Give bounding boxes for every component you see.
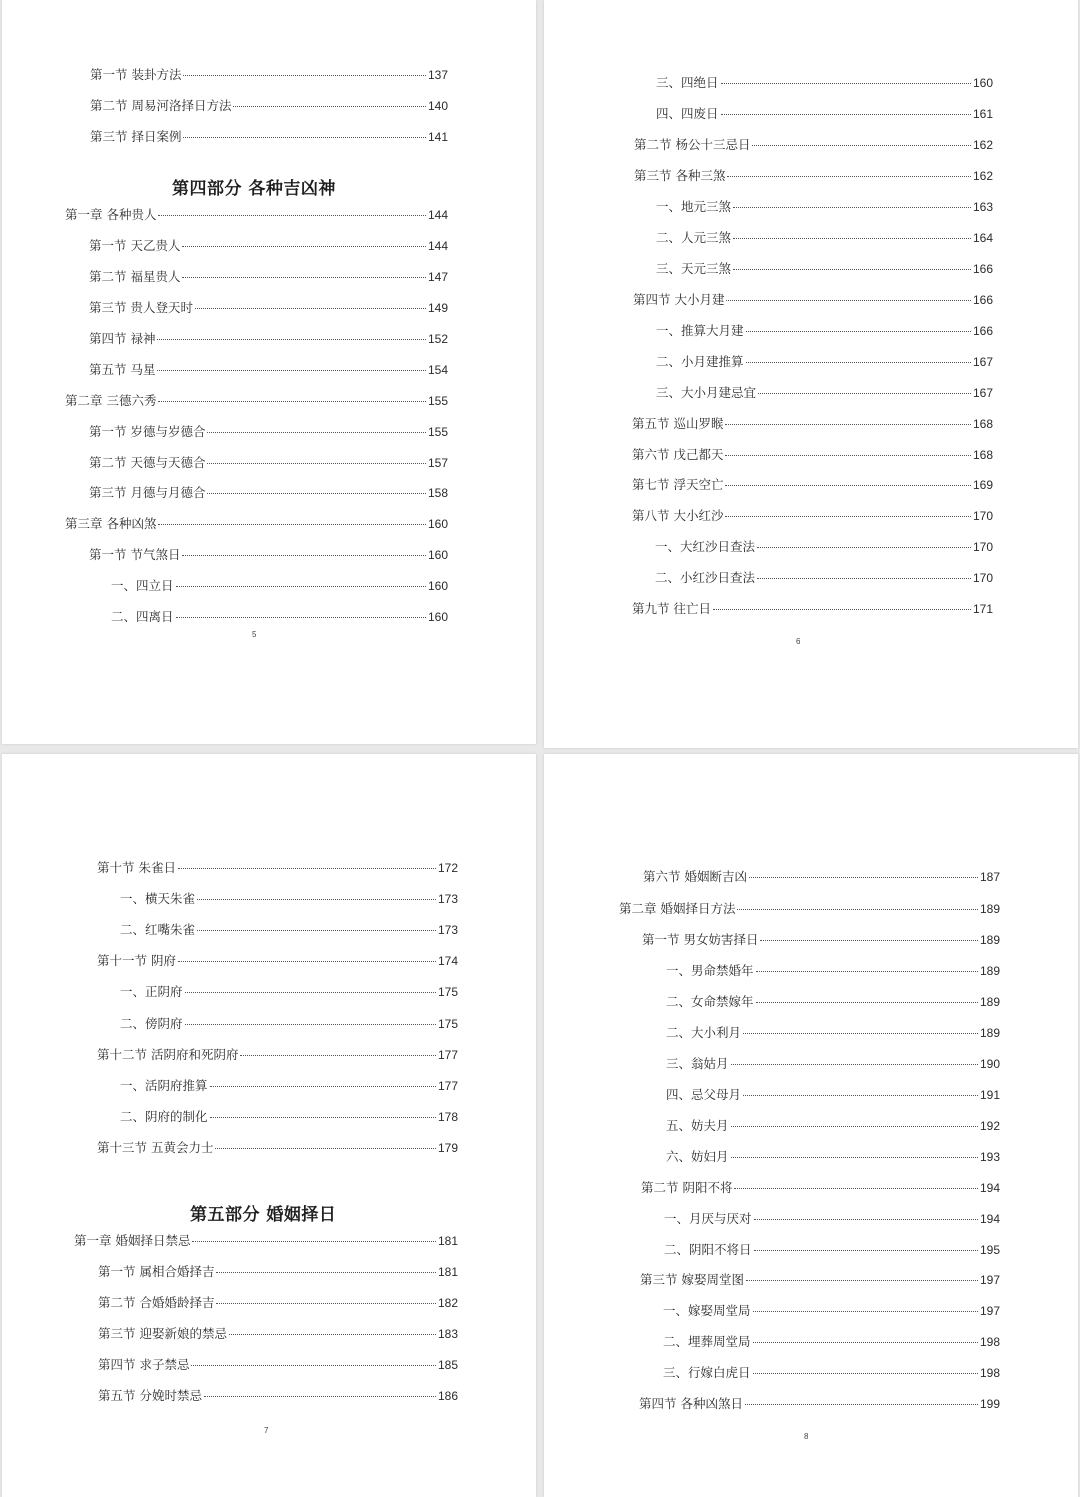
toc-entry-page: 169	[972, 478, 993, 492]
toc-entry-label: 第一节 属相合婚择吉	[98, 1264, 215, 1279]
leader-dots	[731, 1126, 978, 1127]
toc-entry[interactable]	[666, 1149, 1000, 1165]
toc-entry-label: 一、月厌与厌对	[664, 1211, 752, 1226]
toc-entry[interactable]	[656, 385, 993, 401]
toc-entry-page: 163	[972, 200, 993, 214]
toc-entry-page: 175	[437, 1017, 458, 1031]
toc-entry-label: 第二节 周易河洛择日方法	[90, 98, 232, 113]
toc-entry-label: 第四节 各种凶煞日	[639, 1396, 743, 1411]
leader-dots	[733, 269, 971, 270]
toc-entry-label: 二、小月建推算	[656, 354, 744, 369]
toc-entry[interactable]	[98, 1295, 458, 1311]
toc-entry[interactable]	[111, 578, 448, 594]
toc-entry-label: 第四节 禄神	[89, 331, 156, 346]
toc-entry-page: 193	[979, 1150, 1000, 1164]
toc-entry-label: 第三章 各种凶煞	[65, 516, 157, 531]
toc-entry-label: 四、忌父母月	[666, 1087, 742, 1102]
toc-entry-label: 一、大红沙日查法	[655, 539, 756, 554]
toc-entry-page: 162	[972, 138, 993, 152]
toc-entry[interactable]	[663, 1303, 1000, 1319]
toc-entry-label: 第三节 择日案例	[90, 129, 182, 144]
toc-entry-page: 174	[437, 954, 458, 968]
toc-entry-label: 第十节 朱雀日	[97, 860, 176, 875]
leader-dots	[746, 331, 971, 332]
toc-entry-label: 一、男命禁婚年	[666, 963, 754, 978]
toc-entry[interactable]	[640, 1272, 1000, 1288]
toc-entry-label: 第二节 福星贵人	[89, 269, 181, 284]
leader-dots	[216, 1272, 435, 1273]
leader-dots	[191, 1365, 435, 1366]
toc-entry-label: 二、女命禁嫁年	[666, 994, 754, 1009]
toc-entry-page: 199	[979, 1397, 1000, 1411]
toc-entry[interactable]	[111, 609, 448, 625]
toc-entry-page: 189	[979, 933, 1000, 947]
leader-dots	[207, 432, 425, 433]
toc-entry[interactable]	[89, 424, 448, 440]
leader-dots	[207, 493, 425, 494]
toc-entry[interactable]	[89, 331, 448, 347]
leader-dots	[725, 485, 970, 486]
leader-dots	[182, 555, 425, 556]
toc-entry-page: 189	[979, 1026, 1000, 1040]
toc-entry-label: 第三节 各种三煞	[634, 168, 726, 183]
toc-entry[interactable]	[65, 393, 448, 409]
toc-entry-label: 二、傍阴府	[120, 1016, 183, 1031]
toc-entry[interactable]	[639, 1396, 1000, 1412]
toc-entry-label: 第一节 节气煞日	[89, 547, 181, 562]
toc-entry[interactable]	[655, 539, 993, 555]
toc-entry-page: 194	[979, 1212, 1000, 1226]
toc-entry-label: 第十三节 五黄会力士	[97, 1140, 214, 1155]
toc-entry-label: 第二节 杨公十三忌日	[634, 137, 751, 152]
leader-dots	[731, 1157, 978, 1158]
toc-entry[interactable]	[643, 869, 1000, 885]
leader-dots	[733, 207, 971, 208]
document-page-7	[2, 754, 536, 1497]
toc-entry[interactable]	[98, 1388, 458, 1404]
toc-entry-page: 189	[979, 995, 1000, 1009]
toc-entry-label: 二、大小利月	[666, 1025, 742, 1040]
toc-entry-page: 144	[427, 208, 448, 222]
toc-entry-page: 168	[972, 417, 993, 431]
toc-entry[interactable]	[641, 1180, 1000, 1196]
toc-entry[interactable]	[663, 1334, 1000, 1350]
toc-entry-label: 第一节 岁德与岁德合	[89, 424, 206, 439]
leader-dots	[756, 971, 978, 972]
toc-entry-label: 二、人元三煞	[656, 230, 732, 245]
toc-entry-page: 189	[979, 902, 1000, 916]
toc-entry-page: 160	[972, 76, 993, 90]
toc-entry-page: 155	[427, 425, 448, 439]
toc-entry-page: 191	[979, 1088, 1000, 1102]
toc-entry[interactable]	[656, 354, 993, 370]
toc-entry-page: 178	[437, 1110, 458, 1124]
toc-entry-page: 197	[979, 1304, 1000, 1318]
toc-entry-label: 一、横天朱雀	[120, 891, 196, 906]
toc-entry-label: 五、妨夫月	[666, 1118, 729, 1133]
toc-entry-label: 第五节 分娩时禁忌	[98, 1388, 202, 1403]
toc-entry-page: 172	[437, 861, 458, 875]
toc-entry-page: 164	[972, 231, 993, 245]
toc-entry-page: 197	[979, 1273, 1000, 1287]
toc-entry-page: 175	[437, 985, 458, 999]
toc-entry[interactable]	[655, 570, 993, 586]
toc-entry-label: 二、小红沙日查法	[655, 570, 756, 585]
toc-entry-page: 160	[427, 548, 448, 562]
toc-entry-page: 155	[427, 394, 448, 408]
toc-entry[interactable]	[89, 547, 448, 563]
leader-dots	[734, 1188, 977, 1189]
page-number: 5	[252, 630, 257, 639]
toc-entry[interactable]	[634, 137, 993, 153]
toc-entry[interactable]	[666, 1118, 1000, 1134]
toc-entry-page: 152	[427, 332, 448, 346]
toc-entry[interactable]	[89, 455, 448, 471]
leader-dots	[727, 176, 970, 177]
toc-list	[619, 754, 1000, 1424]
toc-entry-label: 二、红嘴朱雀	[120, 922, 196, 937]
leader-dots	[743, 1095, 978, 1096]
leader-dots	[192, 1241, 435, 1242]
leader-dots	[713, 609, 971, 610]
toc-entry-page: 140	[427, 99, 448, 113]
toc-entry-page: 161	[972, 107, 993, 121]
toc-entry-label: 二、埋葬周堂局	[663, 1334, 751, 1349]
toc-entry-label: 二、阴阳不将日	[664, 1242, 752, 1257]
toc-entry-label: 三、大小月建忌宜	[656, 385, 757, 400]
toc-entry[interactable]	[89, 238, 448, 254]
toc-entry-page: 192	[979, 1119, 1000, 1133]
toc-entry-label: 三、翁姑月	[666, 1056, 729, 1071]
leader-dots	[746, 362, 971, 363]
toc-entry-label: 第十一节 阴府	[97, 953, 176, 968]
toc-entry[interactable]	[666, 994, 1000, 1010]
leader-dots	[195, 308, 426, 309]
leader-dots	[733, 238, 971, 239]
toc-entry-page: 170	[972, 571, 993, 585]
toc-entry-page: 162	[972, 169, 993, 183]
toc-entry-label: 一、活阴府推算	[120, 1078, 208, 1093]
toc-entry[interactable]	[663, 1365, 1000, 1381]
toc-entry-page: 166	[972, 324, 993, 338]
toc-entry-label: 四、四废日	[656, 106, 719, 121]
toc-entry-label: 第三节 月德与月德合	[89, 485, 206, 500]
toc-entry-label: 第五节 马星	[89, 362, 156, 377]
leader-dots	[721, 114, 971, 115]
leader-dots	[753, 1342, 978, 1343]
leader-dots	[758, 393, 971, 394]
toc-entry[interactable]	[664, 1242, 1000, 1258]
toc-entry-page: 190	[979, 1057, 1000, 1071]
toc-entry-label: 第三节 迎娶新娘的禁忌	[98, 1326, 227, 1341]
leader-dots	[731, 1064, 978, 1065]
toc-entry-label: 第一节 男女妨害择日	[642, 932, 759, 947]
toc-entry[interactable]	[74, 1233, 458, 1249]
toc-entry-label: 第三节 嫁娶周堂图	[640, 1272, 744, 1287]
toc-entry-page: 157	[427, 456, 448, 470]
toc-entry-label: 第二节 天德与天德合	[89, 455, 206, 470]
toc-entry[interactable]	[656, 75, 993, 91]
page-number: 8	[804, 1432, 809, 1441]
toc-entry-page: 198	[979, 1366, 1000, 1380]
toc-list	[631, 0, 993, 640]
toc-entry[interactable]	[664, 1211, 1000, 1227]
toc-entry[interactable]	[98, 1326, 458, 1342]
toc-entry[interactable]	[666, 1025, 1000, 1041]
leader-dots	[746, 1280, 978, 1281]
leader-dots	[204, 1396, 436, 1397]
toc-entry[interactable]	[632, 477, 993, 493]
toc-entry[interactable]	[642, 932, 1000, 948]
leader-dots	[760, 940, 977, 941]
leader-dots	[158, 524, 425, 525]
document-page-8	[544, 754, 1078, 1497]
page-number: 6	[796, 637, 801, 646]
toc-entry-page: 198	[979, 1335, 1000, 1349]
toc-entry[interactable]	[656, 106, 993, 122]
document-page-5	[2, 0, 536, 744]
leader-dots	[726, 300, 970, 301]
toc-entry[interactable]	[632, 416, 993, 432]
leader-dots	[745, 1404, 978, 1405]
toc-entry[interactable]	[666, 963, 1000, 979]
toc-entry-label: 二、四离日	[111, 609, 174, 624]
toc-entry-page: 168	[972, 448, 993, 462]
toc-entry-page: 167	[972, 355, 993, 369]
toc-entry-page: 170	[972, 509, 993, 523]
leader-dots	[182, 246, 425, 247]
toc-entry[interactable]	[656, 323, 993, 339]
toc-entry-page: 189	[979, 964, 1000, 978]
toc-entry-label: 第六节 婚姻断吉凶	[643, 869, 747, 884]
leader-dots	[753, 1373, 978, 1374]
leader-dots	[757, 578, 971, 579]
toc-entry-label: 第一章 婚姻择日禁忌	[74, 1233, 191, 1248]
leader-dots	[725, 455, 970, 456]
toc-entry-page: 182	[437, 1296, 458, 1310]
leader-dots	[176, 617, 426, 618]
toc-entry-label: 第二章 婚姻择日方法	[619, 901, 736, 916]
toc-entry-page: 179	[437, 1141, 458, 1155]
toc-entry-page: 195	[979, 1243, 1000, 1257]
toc-list	[74, 754, 458, 1414]
toc-entry-label: 第一章 各种贵人	[65, 207, 157, 222]
toc-entry-page: 147	[427, 270, 448, 284]
toc-entry-page: 144	[427, 239, 448, 253]
toc-entry-label: 一、正阴府	[120, 984, 183, 999]
leader-dots	[757, 547, 971, 548]
toc-entry-label: 第一节 天乙贵人	[89, 238, 181, 253]
toc-entry[interactable]	[634, 168, 993, 184]
toc-entry-label: 三、天元三煞	[656, 261, 732, 276]
toc-entry[interactable]	[666, 1056, 1000, 1072]
leader-dots	[157, 370, 425, 371]
toc-entry-label: 第三节 贵人登天时	[89, 300, 193, 315]
toc-entry-page: 194	[979, 1181, 1000, 1195]
toc-entry-label: 第七节 浮天空亡	[632, 477, 724, 492]
leader-dots	[753, 1311, 978, 1312]
toc-entry-page: 149	[427, 301, 448, 315]
toc-entry-label: 二、阴府的制化	[120, 1109, 208, 1124]
toc-entry-label: 一、推算大月建	[656, 323, 744, 338]
toc-entry[interactable]	[632, 447, 993, 463]
toc-entry-page: 173	[437, 923, 458, 937]
toc-entry-page: 177	[437, 1048, 458, 1062]
toc-entry-page: 160	[427, 579, 448, 593]
section-heading: 第五部分 婚姻择日	[190, 1205, 337, 1225]
toc-entry-label: 第十二节 活阴府和死阴府	[97, 1047, 239, 1062]
leader-dots	[752, 145, 970, 146]
toc-entry-label: 一、四立日	[111, 578, 174, 593]
toc-entry-page: 170	[972, 540, 993, 554]
leader-dots	[725, 424, 970, 425]
toc-entry[interactable]	[65, 516, 448, 532]
leader-dots	[176, 586, 426, 587]
toc-entry-page: 185	[437, 1358, 458, 1372]
toc-entry[interactable]	[89, 300, 448, 316]
toc-entry[interactable]	[632, 601, 993, 617]
leader-dots	[216, 1303, 435, 1304]
toc-entry-label: 三、四绝日	[656, 75, 719, 90]
toc-entry-page: 166	[972, 293, 993, 307]
section-heading: 第四部分 各种吉凶神	[172, 179, 336, 199]
toc-entry-page: 186	[437, 1389, 458, 1403]
toc-entry-label: 第六节 戊己都天	[632, 447, 724, 462]
toc-entry-label: 第二节 阴阳不将	[641, 1180, 733, 1195]
leader-dots	[721, 83, 971, 84]
toc-entry-label: 第九节 往亡日	[632, 601, 711, 616]
leader-dots	[182, 277, 425, 278]
toc-entry-label: 第四节 大小月建	[633, 292, 725, 307]
leader-dots	[158, 215, 425, 216]
toc-entry[interactable]	[633, 292, 993, 308]
leader-dots	[158, 401, 425, 402]
toc-entry[interactable]	[666, 1087, 1000, 1103]
toc-entry-label: 第八节 大小红沙	[632, 508, 724, 523]
document-page-6	[544, 0, 1078, 748]
toc-list	[65, 0, 448, 640]
page-number: 7	[264, 1426, 269, 1435]
leader-dots	[737, 909, 977, 910]
toc-entry-page: 137	[427, 68, 448, 82]
toc-entry-label: 一、嫁娶周堂局	[663, 1303, 751, 1318]
toc-entry-page: 141	[427, 130, 448, 144]
toc-entry-label: 第四节 求子禁忌	[98, 1357, 190, 1372]
toc-entry[interactable]	[98, 1264, 458, 1280]
leader-dots	[157, 339, 425, 340]
toc-entry-label: 第五节 巡山罗睺	[632, 416, 724, 431]
toc-entry-page: 158	[427, 486, 448, 500]
toc-entry-label: 第二节 合婚婚龄择吉	[98, 1295, 215, 1310]
toc-entry[interactable]	[98, 1357, 458, 1373]
toc-entry[interactable]	[89, 485, 448, 501]
toc-entry-page: 187	[979, 870, 1000, 884]
leader-dots	[725, 516, 970, 517]
toc-entry-page: 181	[437, 1234, 458, 1248]
toc-entry[interactable]	[656, 199, 993, 215]
toc-entry-label: 六、妨妇月	[666, 1149, 729, 1164]
toc-entry[interactable]	[89, 269, 448, 285]
leader-dots	[754, 1219, 978, 1220]
toc-entry-page: 154	[427, 363, 448, 377]
toc-entry-page: 181	[437, 1265, 458, 1279]
leader-dots	[749, 877, 978, 878]
toc-entry-page: 160	[427, 517, 448, 531]
toc-entry-page: 171	[972, 602, 993, 616]
toc-entry[interactable]	[656, 261, 993, 277]
leader-dots	[756, 1002, 978, 1003]
toc-entry[interactable]	[632, 508, 993, 524]
leader-dots	[207, 463, 425, 464]
toc-entry-label: 第二章 三德六秀	[65, 393, 157, 408]
toc-entry-page: 173	[437, 892, 458, 906]
toc-entry[interactable]	[65, 207, 448, 223]
toc-entry[interactable]	[619, 901, 1000, 917]
toc-entry-label: 第一节 装卦方法	[90, 67, 182, 82]
toc-entry[interactable]	[89, 362, 448, 378]
toc-entry-page: 183	[437, 1327, 458, 1341]
toc-entry-page: 167	[972, 386, 993, 400]
toc-entry-page: 160	[427, 610, 448, 624]
toc-entry-page: 166	[972, 262, 993, 276]
leader-dots	[229, 1334, 436, 1335]
toc-entry-label: 一、地元三煞	[656, 199, 732, 214]
toc-entry[interactable]	[656, 230, 993, 246]
leader-dots	[743, 1033, 978, 1034]
leader-dots	[754, 1250, 978, 1251]
toc-entry-page: 177	[437, 1079, 458, 1093]
toc-entry-label: 三、行嫁白虎日	[663, 1365, 751, 1380]
